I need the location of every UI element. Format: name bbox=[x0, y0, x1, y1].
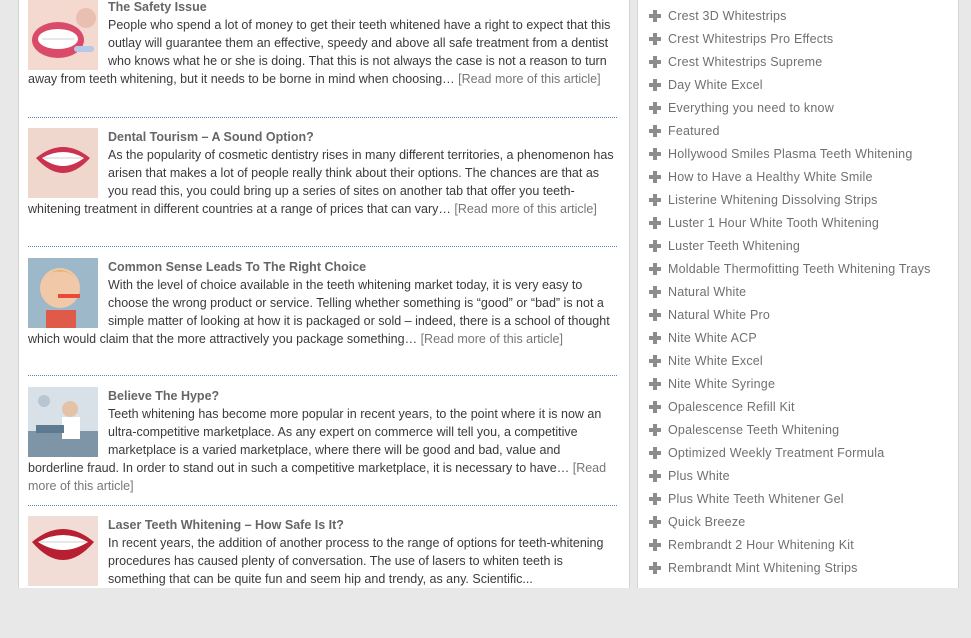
category-link[interactable]: Opalescence Refill Kit bbox=[668, 399, 795, 414]
plus-icon bbox=[648, 193, 662, 207]
article-excerpt-text: People who spend a lot of money to get their teeth whitened have a right to expect that this outlay will guarantee them an effective, speedy and above all safe treatment from a dentist who knows what he or she is doing. That this is not always the case is not a reason to turn away from teeth whitening, but it needs to be borne in mind when choosing… bbox=[28, 18, 611, 86]
category-link[interactable]: Optimized Weekly Treatment Formula bbox=[668, 445, 885, 460]
plus-icon bbox=[648, 400, 662, 414]
category-item[interactable] bbox=[648, 211, 931, 234]
category-link[interactable]: Moldable Thermofitting Teeth Whitening Trays bbox=[668, 261, 931, 276]
post-divider bbox=[28, 375, 617, 376]
plus-icon bbox=[648, 9, 662, 23]
category-link[interactable]: Rembrandt Mint Whitening Strips bbox=[668, 560, 858, 575]
plus-icon bbox=[648, 170, 662, 184]
category-item[interactable] bbox=[648, 142, 931, 165]
article-title[interactable]: Believe The Hype? bbox=[108, 389, 220, 403]
plus-icon bbox=[648, 262, 662, 276]
category-link[interactable]: Rembrandt 2 Hour Whitening Kit bbox=[668, 537, 854, 552]
plus-icon bbox=[648, 78, 662, 92]
article-excerpt bbox=[28, 516, 618, 638]
category-item[interactable] bbox=[648, 280, 931, 303]
article-excerpt bbox=[28, 258, 618, 380]
category-item[interactable] bbox=[648, 27, 931, 50]
plus-icon bbox=[648, 538, 662, 552]
category-item[interactable] bbox=[648, 349, 931, 372]
category-list bbox=[648, 4, 931, 579]
category-item[interactable] bbox=[648, 487, 931, 510]
article-title[interactable]: Dental Tourism – A Sound Option? bbox=[108, 130, 314, 144]
category-item[interactable] bbox=[648, 188, 931, 211]
plus-icon bbox=[648, 239, 662, 253]
plus-icon bbox=[648, 446, 662, 460]
category-link[interactable]: Nite White ACP bbox=[668, 330, 757, 345]
category-link[interactable]: Everything you need to know bbox=[668, 100, 834, 115]
category-link[interactable]: Nite White Syringe bbox=[668, 376, 776, 391]
article-excerpt-text: As the popularity of cosmetic dentistry rises in many different territories, a phenomenon has arisen that makes a lot of people really think about their options. The chances are that as you read this, you could bring up a series of sites on another tab that offer you teeth-whitening treatment in different countries at a range of prices that can vary… bbox=[28, 148, 614, 216]
category-link[interactable]: Featured bbox=[668, 123, 720, 138]
category-item[interactable] bbox=[648, 119, 931, 142]
category-link[interactable]: Crest Whitestrips Supreme bbox=[668, 54, 823, 69]
article-excerpt-text: Teeth whitening has become more popular in recent years, to the point where it is now an ultra-competitive marketplace. As any expert on commerce will tell you, a competitive marketplace is a varied marketplace, where there will be good and bad, value and borderline fraud. In order to stand out in such a competitive marketplace, it is necessary to have… bbox=[28, 407, 602, 475]
category-link[interactable]: Plus White Teeth Whitener Gel bbox=[668, 491, 844, 506]
plus-icon bbox=[648, 55, 662, 69]
article-text bbox=[28, 534, 618, 588]
plus-icon bbox=[648, 147, 662, 161]
category-link[interactable]: Luster 1 Hour White Tooth Whitening bbox=[668, 215, 880, 230]
plus-icon bbox=[648, 515, 662, 529]
plus-icon bbox=[648, 561, 662, 575]
category-item[interactable] bbox=[648, 372, 931, 395]
article-excerpt-text: With the level of choice available in the teeth whitening market today, it is very easy to choose the wrong product or service. Telling whether something is “good” or “bad” is not a simple matter of looking at how it is packaged or sold – indeed, there is a school of thought which would claim that the more attractively you package something… bbox=[28, 278, 610, 346]
plus-icon bbox=[648, 354, 662, 368]
article-excerpt bbox=[28, 387, 618, 509]
post-divider bbox=[28, 505, 617, 506]
plus-icon bbox=[648, 124, 662, 138]
plus-icon bbox=[648, 492, 662, 506]
category-link[interactable]: Opalescense Teeth Whitening bbox=[668, 422, 840, 437]
category-item[interactable] bbox=[648, 395, 931, 418]
article-text bbox=[28, 146, 618, 218]
category-item[interactable] bbox=[648, 4, 931, 27]
article-excerpt bbox=[28, 128, 618, 250]
category-item[interactable] bbox=[648, 441, 931, 464]
category-item[interactable] bbox=[648, 326, 931, 349]
read-more-link[interactable]: [Read more of this article] bbox=[454, 202, 597, 216]
article-title[interactable]: Common Sense Leads To The Right Choice bbox=[108, 260, 367, 274]
category-item[interactable] bbox=[648, 96, 931, 119]
article-title[interactable]: Laser Teeth Whitening – How Safe Is It? bbox=[108, 518, 344, 532]
plus-icon bbox=[648, 308, 662, 322]
category-link[interactable]: Crest Whitestrips Pro Effects bbox=[668, 31, 834, 46]
article-excerpt bbox=[28, 0, 618, 120]
category-item[interactable] bbox=[648, 418, 931, 441]
category-link[interactable]: Nite White Excel bbox=[668, 353, 763, 368]
read-more-link[interactable]: [Read more of this article] bbox=[28, 461, 607, 493]
category-link[interactable]: Natural White bbox=[668, 284, 747, 299]
plus-icon bbox=[648, 32, 662, 46]
article-title[interactable]: The Safety Issue bbox=[108, 0, 207, 14]
category-item[interactable] bbox=[648, 556, 931, 579]
category-link[interactable]: Luster Teeth Whitening bbox=[668, 238, 801, 253]
plus-icon bbox=[648, 285, 662, 299]
category-item[interactable] bbox=[648, 165, 931, 188]
read-more-link[interactable]: [Read more of this article] bbox=[458, 72, 601, 86]
category-link[interactable]: Day White Excel bbox=[668, 77, 763, 92]
plus-icon bbox=[648, 216, 662, 230]
category-link[interactable]: How to Have a Healthy White Smile bbox=[668, 169, 873, 184]
category-item[interactable] bbox=[648, 234, 931, 257]
category-item[interactable] bbox=[648, 533, 931, 556]
article-excerpt-text: In recent years, the addition of another process to the range of options for teeth-whitening procedures has caused plenty of conversation. The use of lasers to whiten teeth is something that can be quite fun and seem hip and trendy, as any. Scientific... bbox=[108, 536, 604, 586]
post-divider bbox=[28, 117, 617, 118]
category-link[interactable]: Plus White bbox=[668, 468, 730, 483]
category-link[interactable]: Hollywood Smiles Plasma Teeth Whitening bbox=[668, 146, 913, 161]
category-link[interactable]: Listerine Whitening Dissolving Strips bbox=[668, 192, 878, 207]
category-item[interactable] bbox=[648, 303, 931, 326]
category-link[interactable]: Natural White Pro bbox=[668, 307, 771, 322]
category-item[interactable] bbox=[648, 50, 931, 73]
category-item[interactable] bbox=[648, 257, 931, 280]
plus-icon bbox=[648, 101, 662, 115]
plus-icon bbox=[648, 377, 662, 391]
category-link[interactable]: Quick Breeze bbox=[668, 514, 746, 529]
article-text bbox=[28, 276, 618, 348]
plus-icon bbox=[648, 423, 662, 437]
category-item[interactable] bbox=[648, 73, 931, 96]
category-item[interactable] bbox=[648, 510, 931, 533]
category-link[interactable]: Crest 3D Whitestrips bbox=[668, 8, 787, 23]
read-more-link[interactable]: [Read more of this article] bbox=[420, 332, 563, 346]
post-divider bbox=[28, 246, 617, 247]
article-text bbox=[28, 405, 618, 495]
plus-icon bbox=[648, 331, 662, 345]
category-item[interactable] bbox=[648, 464, 931, 487]
plus-icon bbox=[648, 469, 662, 483]
article-text bbox=[28, 16, 618, 88]
